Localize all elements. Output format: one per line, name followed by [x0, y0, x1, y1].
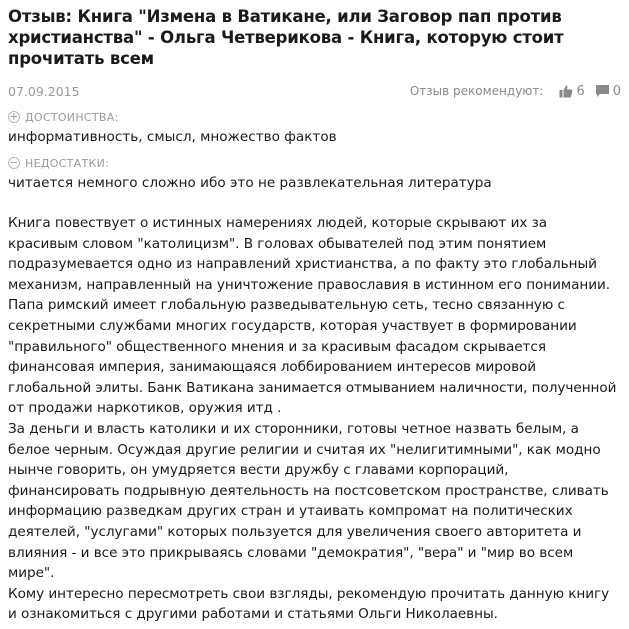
- review-body: Книга повествует о истинных намерениях людей, которые скрывают их за красивым словом "католицизм". В головах обывателей под этим понятием подразумевается одно из направлений христианства, а по факту это глобальный механизм, направленный на уничтожение православия в истинном его понимании. Папа римский имеет глобальную разведывательную сеть, тесно связанную с секретными службами многих государств, которая участвует в формировании "правильного" общественного мнения и за красивым фасадом скрывается финансовая империя, занимающаяся лоббированием интересов мировой глобальной элиты. Банк Ватикана занимается отмыванием наличности, полученной от продажи наркотиков, оружия итд . За деньги и власть католики и их сторонники, готовы четное назвать белым, а белое черным. Осуждая другие религии и считая их "нелигитимными", как модно нынче говорить, он умудряется вести дружбу с главами корпораций, финансировать подрывную деятельность на постсоветском пространстве, сливать информацию разведкам других стран и утаивать компромат на политических деятелей, "услугами" которых пользуется для увеличения своего авторитета и влияния - и все это прикрываясь словами "демократия", "вера" и "мир во всем мире". Кому интересно пересмотреть свои взгляды, рекомендую прочитать данную книгу и ознакомиться с другими работами и статьями Ольги Николаевны.: [8, 215, 617, 623]
- cons-text: читается немного сложно ибо это не развлекательная литература: [8, 175, 492, 191]
- cons-header: [8, 155, 621, 171]
- comments-button[interactable]: [595, 84, 621, 99]
- thumbs-up-icon: [559, 84, 573, 98]
- pros-label: ДОСТОИНСТВА:: [25, 110, 119, 124]
- cons-section: [8, 155, 621, 193]
- recommend-bar: [410, 84, 621, 99]
- review-title: Отзыв: Книга "Измена в Ватикане, или Заговор пап против христианства" - Ольга Четверикова - Книга, которую стоит прочитать всем: [8, 7, 564, 68]
- comment-bubble-icon: [595, 84, 610, 98]
- review-meta: [8, 81, 621, 101]
- minus-circle-icon: −: [9, 156, 19, 169]
- like-count: 6: [576, 83, 585, 99]
- pros-header: [8, 109, 621, 125]
- like-button[interactable]: [559, 84, 584, 99]
- cons-label: НЕДОСТАТКИ:: [25, 156, 110, 170]
- plus-circle-icon: +: [9, 110, 19, 123]
- recommend-label: Отзыв рекомендуют:: [409, 84, 544, 98]
- review-date: 07.09.2015: [8, 83, 80, 99]
- comment-count: 0: [612, 83, 621, 99]
- pros-section: [8, 109, 621, 147]
- pros-text: информативность, смысл, множество фактов: [8, 129, 337, 145]
